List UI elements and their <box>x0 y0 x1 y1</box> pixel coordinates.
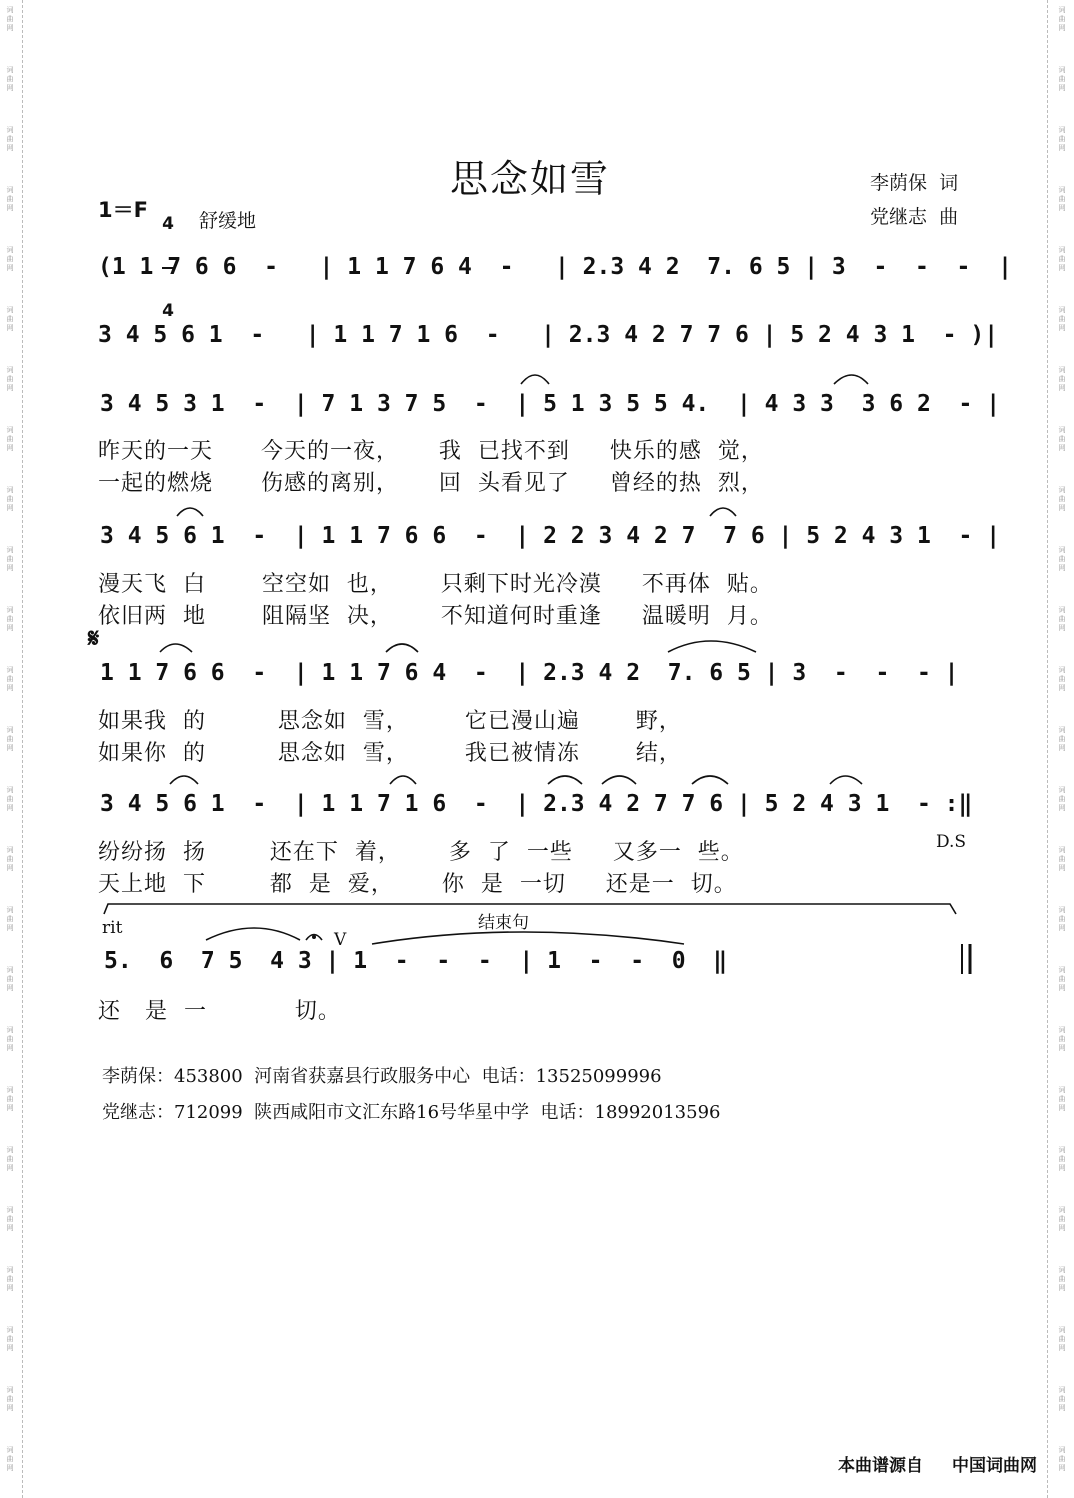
contact-composer: 党继志：712099 陕西咸阳市文汇东路16号华星中学 电话：18992013596 <box>102 1102 721 1123</box>
watermark-mark: 词曲网 <box>6 1026 14 1052</box>
ds-marking: D.S <box>936 832 967 852</box>
footer-source-label: 本曲谱源自 <box>838 1456 923 1476</box>
slur-4 <box>710 508 736 516</box>
system-3-notes: 3 4 5 3 1 - | 7 1 3 7 5 - | 5 1 3 5 5 4. | 4 3 3 3 6 2 - | <box>100 391 1001 417</box>
watermark-mark: 词曲网 <box>1058 666 1066 692</box>
tempo-marking: 舒缓地 <box>199 210 257 232</box>
watermark-mark: 词曲网 <box>1058 486 1066 512</box>
system-7-lyric: 还 是 一 切。 <box>98 999 341 1024</box>
system-5-lyric-2: 如果你 的 思念如 雪， 我已被情冻 结， <box>98 741 682 766</box>
watermark-mark: 词曲网 <box>1058 6 1066 32</box>
watermark-mark: 词曲网 <box>6 66 14 92</box>
watermark-mark: 词曲网 <box>1058 1026 1066 1052</box>
watermark-mark: 词曲网 <box>1058 906 1066 932</box>
system-5-notes: 1 1 7 6 6 - | 1 1 7 6 4 - | 2.3 4 2 7. 6 5 | 3 - - - | <box>100 660 959 686</box>
slur-2 <box>834 375 868 384</box>
segno-sign: 𝄋 <box>88 624 100 654</box>
system-6-lyric-2: 天上地 下 都 是 爱， 你 是 一切 还是一 切。 <box>98 872 737 897</box>
system-7-notes: 5. 6 7 5 4 3 | 1 - - - | 1 - - 0 ‖ <box>104 948 728 974</box>
footer-site-link[interactable]: 中国词曲网 <box>952 1456 1037 1476</box>
watermark-mark: 词曲网 <box>1058 1446 1066 1472</box>
watermark-mark: 词曲网 <box>6 246 14 272</box>
watermark-mark: 词曲网 <box>6 1446 14 1472</box>
watermark-mark: 词曲网 <box>1058 186 1066 212</box>
watermark-mark: 词曲网 <box>1058 606 1066 632</box>
watermark-mark: 词曲网 <box>1058 306 1066 332</box>
watermark-mark: 词曲网 <box>6 486 14 512</box>
watermark-mark: 词曲网 <box>6 546 14 572</box>
watermark-mark: 词曲网 <box>6 366 14 392</box>
slur-13 <box>830 776 862 784</box>
lyricist-credit: 李荫保 词 <box>870 172 959 194</box>
key-signature: 1＝F <box>98 198 148 222</box>
watermark-mark: 词曲网 <box>6 666 14 692</box>
slur-9 <box>390 776 416 784</box>
watermark-mark: 词曲网 <box>6 726 14 752</box>
watermark-mark: 词曲网 <box>1058 966 1066 992</box>
ending-bracket <box>104 904 956 914</box>
watermark-mark: 词曲网 <box>6 786 14 812</box>
system-6-notes: 3 4 5 6 1 - | 1 1 7 1 6 - | 2.3 4 2 7 7 6 | 5 2 4 3 1 - :‖ <box>100 791 973 817</box>
watermark-mark: 词曲网 <box>6 126 14 152</box>
watermark-mark: 词曲网 <box>1058 846 1066 872</box>
watermark-mark: 词曲网 <box>6 1386 14 1412</box>
slur-8 <box>170 776 198 784</box>
time-signature-bottom: 4 <box>162 301 174 321</box>
system-3-lyric-1: 昨天的一天 今天的一夜， 我 已找不到 快乐的感 觉， <box>98 439 764 464</box>
watermark-mark: 词曲网 <box>1058 1086 1066 1112</box>
system-6-lyric-1: 纷纷扬 扬 还在下 着， 多 了 一些 又多一 些。 <box>98 840 744 865</box>
contact-lyricist: 李荫保：453800 河南省获嘉县行政服务中心 电话：13525099996 <box>102 1066 662 1087</box>
watermark-mark: 词曲网 <box>6 306 14 332</box>
slur-5 <box>160 644 192 652</box>
watermark-mark: 词曲网 <box>1058 126 1066 152</box>
ending-label: 结束句 <box>478 913 529 933</box>
watermark-mark: 词曲网 <box>1058 786 1066 812</box>
watermark-mark: 词曲网 <box>6 6 14 32</box>
system-1-notes: (1 1 7 6 6 - | 1 1 7 6 4 - | 2.3 4 2 7. 6 5 | 3 - - - | <box>98 254 1012 280</box>
watermark-mark: 词曲网 <box>6 606 14 632</box>
watermark-mark: 词曲网 <box>6 186 14 212</box>
watermark-mark: 词曲网 <box>1058 1386 1066 1412</box>
song-title: 思念如雪 <box>450 157 611 201</box>
system-3-lyric-2: 一起的燃烧 伤感的离别， 回 头看见了 曾经的热 烈， <box>98 471 764 496</box>
slur-15 <box>372 932 684 944</box>
composer-credit: 党继志 曲 <box>870 206 959 228</box>
watermark-mark: 词曲网 <box>1058 1206 1066 1232</box>
watermark-mark: 词曲网 <box>1058 546 1066 572</box>
watermark-mark: 词曲网 <box>6 1266 14 1292</box>
slur-1 <box>521 375 549 384</box>
system-5-lyric-1: 如果我 的 思念如 雪， 它已漫山遍 野， <box>98 709 682 734</box>
watermark-mark: 词曲网 <box>1058 1146 1066 1172</box>
watermark-mark: 词曲网 <box>6 846 14 872</box>
watermark-mark: 词曲网 <box>1058 1266 1066 1292</box>
system-4-notes: 3 4 5 6 1 - | 1 1 7 6 6 - | 2 2 3 4 2 7 7 6 | 5 2 4 3 1 - | <box>100 523 1001 549</box>
rit-marking: rit <box>102 918 123 938</box>
watermark-mark: 词曲网 <box>6 1326 14 1352</box>
breath-mark: V <box>334 930 347 950</box>
watermark-mark: 词曲网 <box>6 1146 14 1172</box>
slur-10 <box>548 776 582 784</box>
time-signature-top: 4 <box>162 214 174 234</box>
watermark-mark: 词曲网 <box>6 1206 14 1232</box>
watermark-mark: 词曲网 <box>6 426 14 452</box>
watermark-mark: 词曲网 <box>1058 1326 1066 1352</box>
slur-14 <box>206 928 300 940</box>
watermark-mark: 词曲网 <box>1058 426 1066 452</box>
watermark-mark: 词曲网 <box>6 906 14 932</box>
slur-7 <box>668 641 756 652</box>
slur-12 <box>692 776 728 784</box>
slur-3 <box>177 508 203 516</box>
slur-11 <box>602 776 636 784</box>
system-4-lyric-1: 漫天飞 白 空空如 也， 只剩下时光冷漠 不再体 贴。 <box>98 572 773 597</box>
watermark-mark: 词曲网 <box>1058 366 1066 392</box>
watermark-mark: 词曲网 <box>1058 246 1066 272</box>
watermark-mark: 词曲网 <box>6 1086 14 1112</box>
system-4-lyric-2: 依旧两 地 阻隔坚 决， 不知道何时重逢 温暖明 月。 <box>98 604 773 629</box>
slur-6 <box>386 644 418 652</box>
watermark-mark: 词曲网 <box>1058 726 1066 752</box>
system-2-notes: 3 4 5 6 1 - | 1 1 7 1 6 - | 2.3 4 2 7 7 6 | 5 2 4 3 1 - )| <box>98 322 999 348</box>
watermark-mark: 词曲网 <box>1058 66 1066 92</box>
watermark-mark: 词曲网 <box>6 966 14 992</box>
